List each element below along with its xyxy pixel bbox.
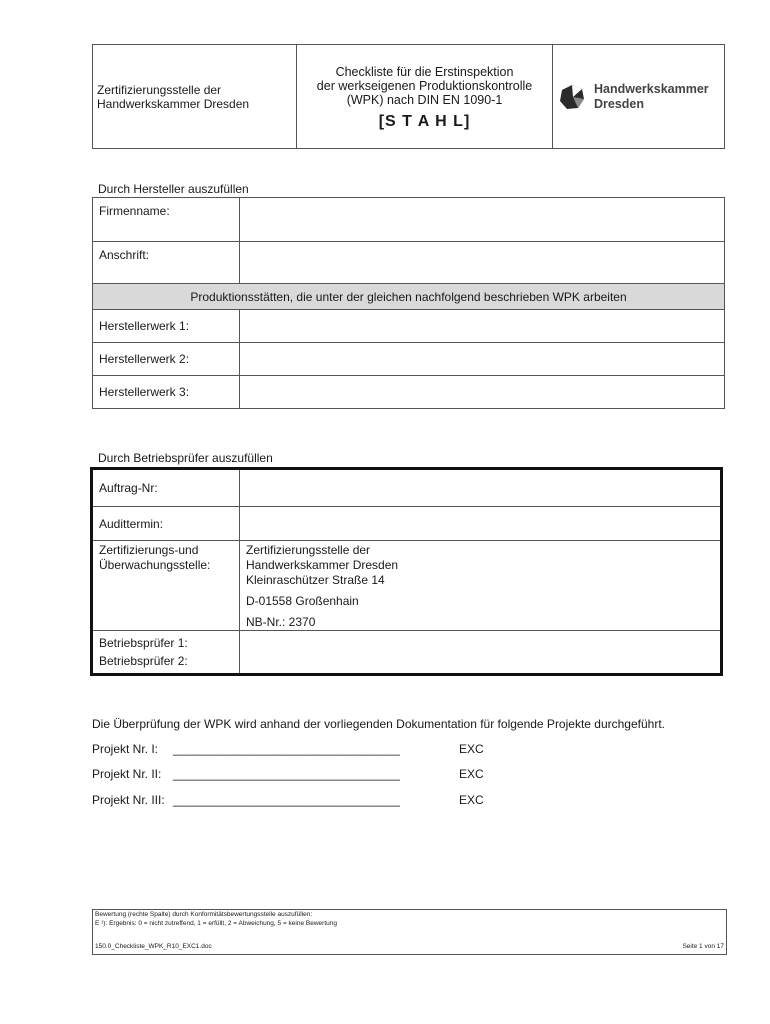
betriebspruefer-field[interactable] bbox=[240, 631, 722, 675]
zertifizierungsstelle-label bbox=[92, 541, 240, 631]
audittermin-field[interactable] bbox=[240, 507, 722, 541]
projects-intro: Die Überprüfung der WPK wird anhand der vorliegenden Dokumentation für folgende Projekte durchgeführt. bbox=[92, 717, 665, 731]
logo-text-line1: Handwerkskammer bbox=[594, 81, 709, 96]
logo-text-line2: Dresden bbox=[594, 96, 645, 111]
anschrift-label: Anschrift: bbox=[93, 242, 240, 284]
stahl-label: [S T A H L] bbox=[378, 112, 471, 130]
title-line3: (WPK) nach DIN EN 1090-1 bbox=[346, 92, 503, 107]
herstellerwerk-3-label: Herstellerwerk 3: bbox=[93, 376, 240, 409]
title-line2: der werkseigenen Produktionskontrolle bbox=[316, 78, 533, 93]
firmenname-field[interactable] bbox=[240, 198, 725, 242]
production-sites-band: Produktionsstätten, die unter der gleichen nachfolgend beschrieben WPK arbeiten bbox=[93, 284, 725, 310]
herstellerwerk-1-field[interactable] bbox=[240, 310, 725, 343]
document-header bbox=[92, 44, 725, 149]
pruefer1-label: Betriebsprüfer 1: bbox=[99, 636, 188, 650]
manufacturer-form bbox=[92, 197, 725, 409]
pruefer2-label: Betriebsprüfer 2: bbox=[99, 654, 188, 668]
anschrift-field[interactable] bbox=[240, 242, 725, 284]
project-3-field[interactable]: __________________________________ bbox=[173, 793, 400, 807]
zert-value-line1: Zertifizierungsstelle der bbox=[246, 543, 371, 557]
herstellerwerk-1-label: Herstellerwerk 1: bbox=[93, 310, 240, 343]
footer-page-number: Seite 1 von 17 bbox=[682, 943, 724, 950]
zert-label-line2: Überwachungsstelle: bbox=[99, 558, 211, 572]
auftrag-label: Auftrag-Nr: bbox=[92, 469, 240, 507]
zert-value-line4: D-01558 Großenhain bbox=[246, 594, 359, 608]
auditor-form bbox=[90, 467, 723, 676]
zertifizierungsstelle-value bbox=[240, 541, 722, 631]
zert-value-line5: NB-Nr.: 2370 bbox=[246, 615, 316, 629]
footer-rating-note: Bewertung (rechte Spalte) durch Konformitätsbewertungsstelle auszufüllen: bbox=[95, 911, 313, 918]
footer-filename: 150.0_Checkliste_WPK_R10_EXC1.doc bbox=[95, 943, 212, 950]
certification-body-cell bbox=[93, 45, 297, 149]
footer-legend: E ¹): Ergebnis: 0 = nicht zutreffend, 1 = erfüllt, 2 = Abweichung, 5 = keine Bewertung bbox=[95, 920, 337, 927]
project-1-label: Projekt Nr. I: bbox=[92, 742, 159, 756]
audittermin-label: Audittermin: bbox=[92, 507, 240, 541]
betriebspruefer-label bbox=[92, 631, 240, 675]
project-3-label: Projekt Nr. III: bbox=[92, 793, 165, 807]
certification-body-line2: Handwerkskammer Dresden bbox=[97, 96, 250, 111]
project-3-exc: EXC bbox=[459, 793, 484, 807]
zert-label-line1: Zertifizierungs-und bbox=[99, 543, 199, 557]
logo-cell bbox=[553, 45, 725, 149]
section-hersteller-label: Durch Hersteller auszufüllen bbox=[98, 182, 249, 196]
certification-body-line1: Zertifizierungsstelle der bbox=[97, 82, 222, 97]
title-line1: Checkliste für die Erstinspektion bbox=[335, 64, 514, 79]
project-1-exc: EXC bbox=[459, 742, 484, 756]
firmenname-label: Firmenname: bbox=[93, 198, 240, 242]
zert-value-line3: Kleinraschützer Straße 14 bbox=[246, 573, 385, 587]
project-1-field[interactable]: __________________________________ bbox=[173, 742, 400, 756]
auftrag-field[interactable] bbox=[240, 469, 722, 507]
herstellerwerk-2-label: Herstellerwerk 2: bbox=[93, 343, 240, 376]
project-2-exc: EXC bbox=[459, 767, 484, 781]
document-title-cell bbox=[297, 45, 553, 149]
herstellerwerk-2-field[interactable] bbox=[240, 343, 725, 376]
zert-value-line2: Handwerkskammer Dresden bbox=[246, 558, 399, 572]
project-2-field[interactable]: __________________________________ bbox=[173, 767, 400, 781]
hwk-logo-icon bbox=[559, 84, 585, 110]
herstellerwerk-3-field[interactable] bbox=[240, 376, 725, 409]
section-pruefer-label: Durch Betriebsprüfer auszufüllen bbox=[98, 451, 273, 465]
page-footer bbox=[92, 909, 727, 955]
project-2-label: Projekt Nr. II: bbox=[92, 767, 162, 781]
